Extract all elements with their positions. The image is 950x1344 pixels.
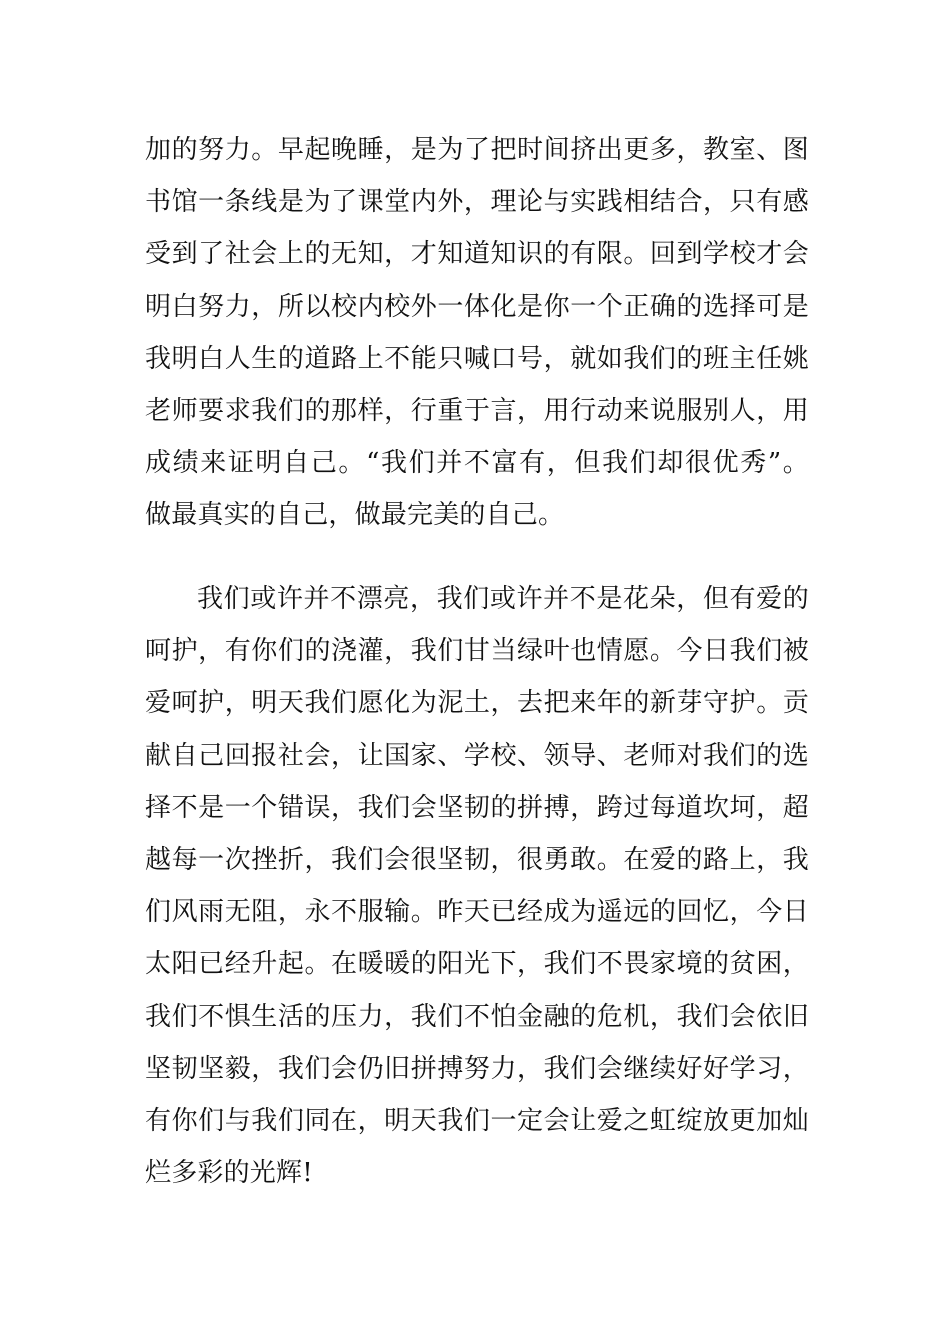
paragraph-line-first: 我们或许并不漂亮，我们或许并不是花朵，但有爱的	[197, 584, 809, 614]
paragraph-line: 受到了社会上的无知，才知道知识的有限。回到学校才会	[145, 239, 809, 270]
paragraph-line: 坚韧坚毅，我们会仍旧拼搏努力，我们会继续好好学习，	[145, 1053, 809, 1084]
paragraph-line: 书馆一条线是为了课堂内外，理论与实践相结合，只有感	[145, 187, 809, 218]
paragraph-line: 老师要求我们的那样，行重于言，用行动来说服别人，用	[145, 395, 809, 426]
paragraph-1	[145, 124, 809, 542]
paragraph-line: 加的努力。早起晚睡，是为了把时间挤出更多，教室、图	[145, 135, 809, 165]
paragraph-line: 爱呵护，明天我们愿化为泥土，去把来年的新芽守护。贡	[145, 688, 809, 719]
paragraph-line: 越每一次挫折，我们会很坚韧，很勇敢。在爱的路上，我	[145, 844, 809, 875]
paragraph-line: 有你们与我们同在，明天我们一定会让爱之虹绽放更加灿	[145, 1105, 809, 1136]
paragraph-line: 呵护，有你们的浇灌，我们甘当绿叶也情愿。今日我们被	[145, 636, 809, 667]
paragraph-line: 献自己回报社会，让国家、学校、领导、老师对我们的选	[145, 740, 809, 771]
paragraph-line: 明白努力，所以校内校外一体化是你一个正确的选择可是	[145, 291, 809, 322]
paragraph-line-last: 烂多彩的光辉!	[145, 1158, 313, 1189]
paragraph-line: 们风雨无阻，永不服输。昨天已经成为遥远的回忆，今日	[145, 897, 809, 928]
paragraph-line: 我明白人生的道路上不能只喊口号，就如我们的班主任姚	[145, 343, 809, 374]
paragraph-line: 成绩来证明自己。“我们并不富有，但我们却很优秀”。	[145, 448, 809, 479]
paragraph-line: 择不是一个错误，我们会坚韧的拼搏，跨过每道坎坷，超	[145, 792, 809, 823]
paragraph-line: 我们不惧生活的压力，我们不怕金融的危机，我们会依旧	[145, 1001, 809, 1032]
paragraph-2	[145, 573, 809, 1199]
paragraph-line: 太阳已经升起。在暖暖的阳光下，我们不畏家境的贫困，	[145, 949, 809, 980]
paragraph-line-last: 做最真实的自己，做最完美的自己。	[145, 500, 565, 531]
